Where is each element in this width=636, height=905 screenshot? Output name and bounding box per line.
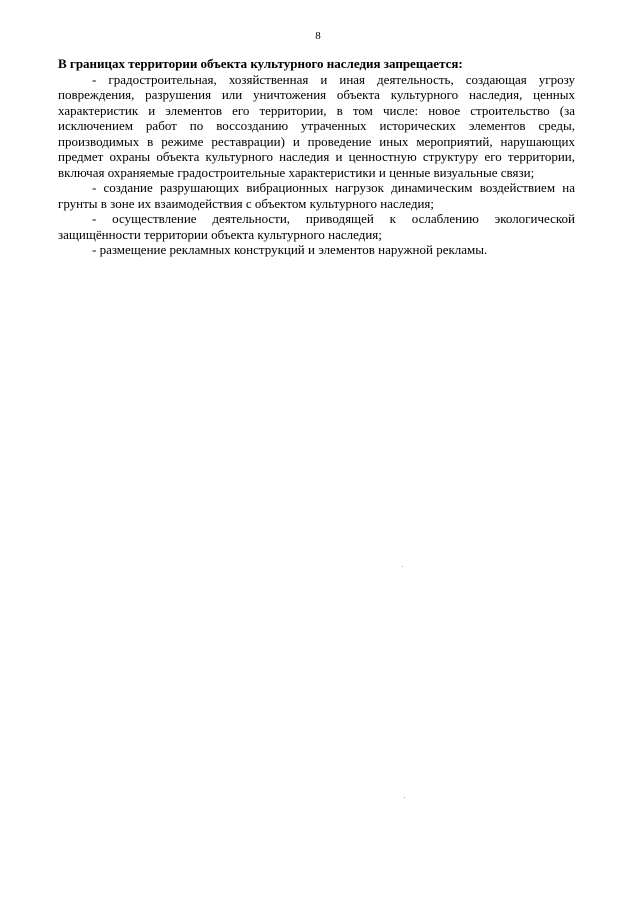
paragraph-ecology-ban: - осуществление деятельности, приводящей к ослаблению экологической защищённости территории объекта культурного наследия;	[58, 211, 575, 242]
paragraph-advertising-ban: - размещение рекламных конструкций и элементов наружной рекламы.	[92, 242, 488, 257]
paragraph-construction-ban: - градостроительная, хозяйственная и иная деятельность, создающая угрозу повреждения, разрушения или уничтожения объекта культурного наследия, ценных характеристик и элементов его территории, в том числе: новое строительство (за исключением работ по воссозданию утраченных исторических элементов среды, производимых в режиме реставрации) и проведение иных мероприятий, нарушающих предмет охраны объекта культурного наследия и ценностную структуру его территории, включая охраняемые градостроительные характеристики и ценные визуальные связи;	[58, 71, 575, 180]
page-number: 8	[315, 30, 321, 42]
scan-speck	[402, 566, 403, 567]
document-body	[58, 56, 575, 258]
section-heading: В границах территории объекта культурного наследия запрещается:	[58, 56, 463, 71]
scan-speck	[404, 797, 405, 798]
paragraph-vibration-ban: - создание разрушающих вибрационных нагрузок динамическим воздействием на грунты в зоне их взаимодействия с объектом культурного наследия;	[58, 180, 575, 211]
